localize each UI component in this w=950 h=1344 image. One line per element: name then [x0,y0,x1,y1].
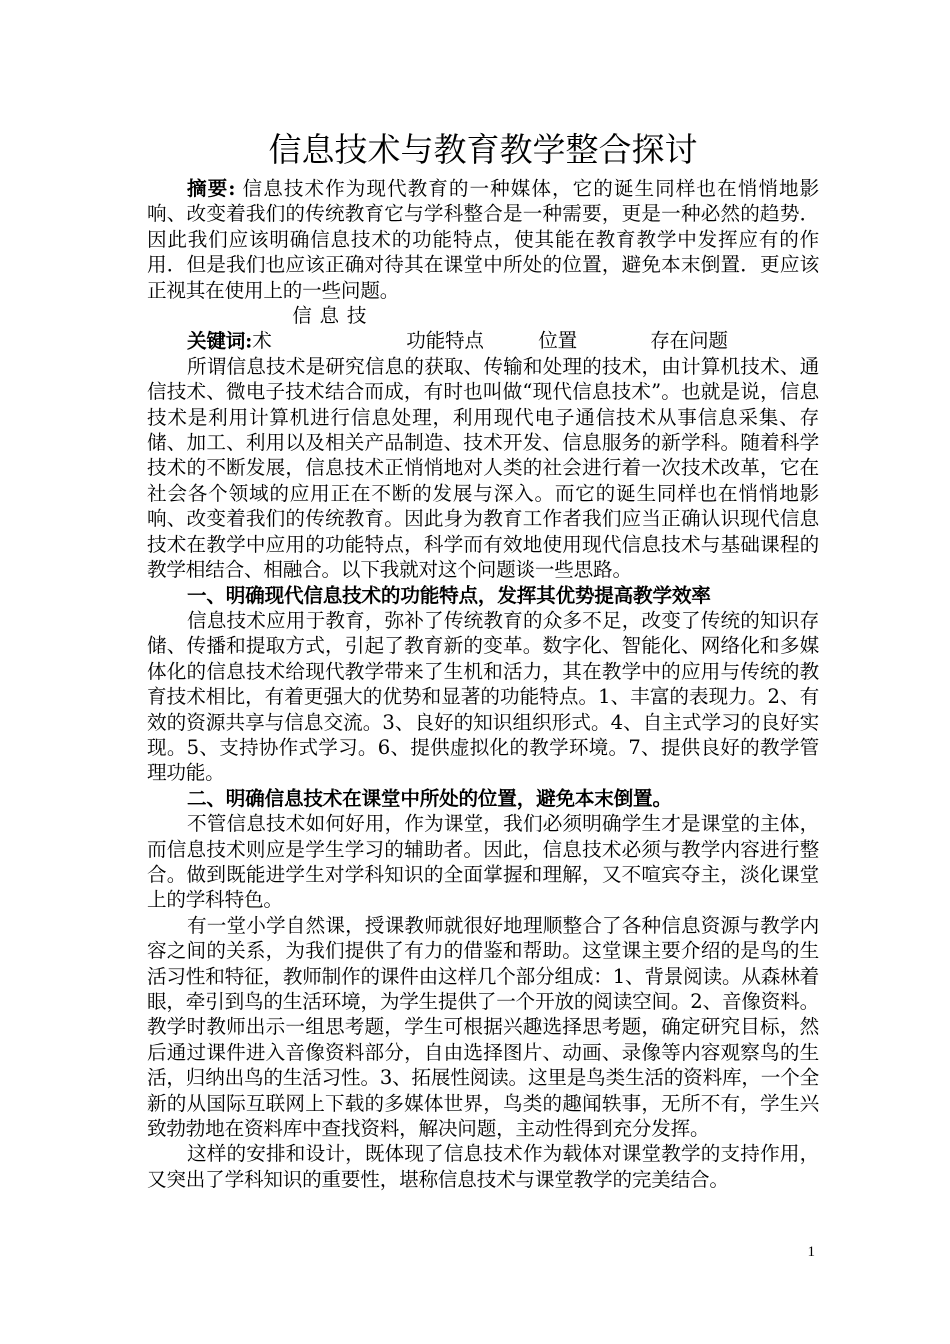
section1-paragraph: 信息技术应用于教育，弥补了传统教育的众多不足，改变了传统的知识存储、传播和提取方式，引起了教育新的变革。数字化、智能化、网络化和多媒体化的信息技术给现代教学带来了生机和活力，其在教学中的应用与传统的教育技术相比，有着更强大的优势和显著的功能特点。1、丰富的表现力。2、有效的资源共享与信息交流。3、良好的知识组织形式。4、自主式学习的良好实现。5、支持协作式学习。6、提供虚拟化的教学环境。7、提供良好的教学管理功能。 [147,608,819,785]
document-title: 信息技术与教育教学整合探讨 [268,130,698,169]
section2-paragraph: 不管信息技术如何好用，作为课堂，我们必须明确学生才是课堂的主体，而信息技术则应是学生学习的辅助者。因此，信息技术必须与教学内容进行整合。做到既能进学生对学科知识的全面掌握和理解，又不喧宾夺主，淡化课堂上的学科特色。 [147,812,819,912]
section2-paragraph: 这样的安排和设计，既体现了信息技术作为载体对课堂教学的支持作用，又突出了学科知识的重要性，堪称信息技术与课堂教学的完美结合。 [147,1142,819,1191]
section-heading-2: 二、明确信息技术在课堂中所处的位置，避免本末倒置。 [187,786,672,810]
abstract-text: 信息技术作为现代教育的一种媒体，它的诞生同样也在悄悄地影响、改变着我们的传统教育它与学科整合是一种需要，更是一种必然的趋势．因此我们应该明确信息技术的功能特点，使其能在教育教学中发挥应有的作用．但是我们也应该正确对待其在课堂中所处的位置，避免本末倒置．更应该正视其在使用上的一些问题。 [147,177,819,302]
abstract-paragraph [147,176,819,303]
section-heading-1: 一、明确现代信息技术的功能特点，发挥其优势提高教学效率 [187,583,711,607]
keyword-item: 信息技术 [252,304,367,353]
keyword-item: 位置 [538,329,578,353]
abstract-label: 摘要: [187,177,236,200]
keyword-item: 功能特点 [406,329,484,353]
intro-paragraph: 所谓信息技术是研究信息的获取、传输和处理的技术，由计算机技术、通信技术、微电子技术结合而成，有时也叫做“现代信息技术”。也就是说，信息技术是利用计算机进行信息处理，利用现代电子通信技术从事信息采集、存储、加工、利用以及相关产品制造、技术开发、信息服务的新学科。随着科学技术的不断发展，信息技术正悄悄地对人类的社会进行着一次技术改革，它在社会各个领域的应用正在不断的发展与深入。而它的诞生同样也在悄悄地影响、改变着我们的传统教育。因此身为教育工作者我们应当正确认识现代信息技术在教学中应用的功能特点，科学而有效地使用现代信息技术与基础课程的教学相结合、相融合。以下我就对这个问题谈一些思路。 [147,354,819,582]
keyword-item: 存在问题 [650,329,728,353]
page-number: 1 [807,1244,815,1260]
section2-paragraph: 有一堂小学自然课，授课教师就很好地理顺整合了各种信息资源与教学内容之间的关系，为我们提供了有力的借鉴和帮助。这堂课主要介绍的是鸟的生活习性和特征，教师制作的课件由这样几个部分组成：1、背景阅读。从森林着眼，牵引到鸟的生活环境，为学生提供了一个开放的阅读空间。2、音像资料。教学时教师出示一组思考题，学生可根据兴趣选择思考题，确定研究目标，然后通过课件进入音像资料部分，自由选择图片、动画、录像等内容观察鸟的生活，归纳出鸟的生活习性。3、拓展性阅读。这里是鸟类生活的资料库，一个全新的从国际互联网上下载的多媒体世界，鸟类的趣闻轶事，无所不有，学生兴致勃勃地在资料库中查找资料，解决问题，主动性得到充分发挥。 [147,913,819,1141]
keywords-paragraph [147,303,819,354]
document-body [147,126,819,1192]
keywords-label: 关键词: [187,329,253,353]
